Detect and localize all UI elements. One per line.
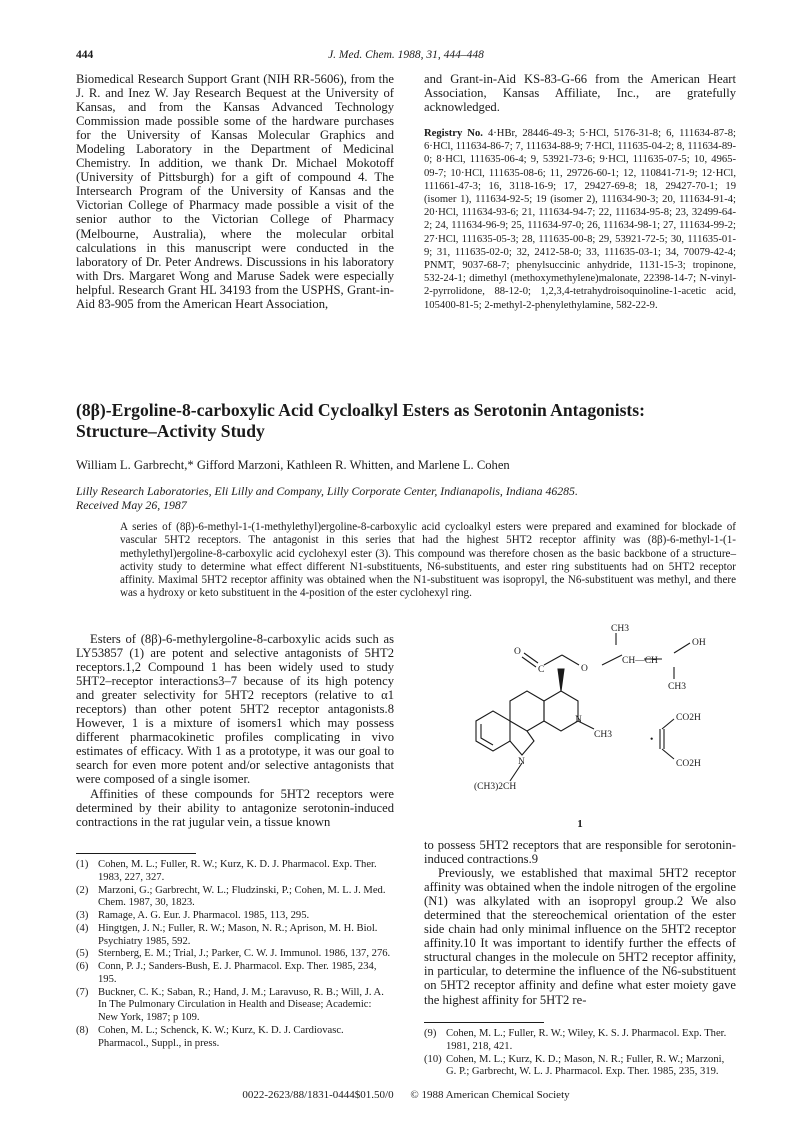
body-right (424, 838, 736, 1007)
label-oh: OH (692, 638, 706, 648)
label-ch3-top: CH3 (611, 624, 629, 634)
label-ester-o: O (581, 664, 588, 674)
article-code: 0022-2623/88/1831-0444$01.50/0 (242, 1089, 394, 1101)
label-c: C (538, 665, 545, 675)
reference-item: (4) Hingtgen, J. N.; Fuller, R. W.; Mason, N. R.; Aprison, M. H. Biol. Psychiatry 1985, 592. (76, 922, 378, 947)
affiliation: Lilly Research Laboratories, Eli Lilly and Company, Lilly Corporate Center, Indianapolis, Indiana 46285. (76, 484, 578, 498)
reference-item: (9) Cohen, M. L.; Fuller, R. W.; Wiley, K. S. J. Pharmacol. Exp. Ther. 1981, 218, 421. (424, 1028, 727, 1052)
previous-work-paragraph: Previously, we established that maximal 5HT2 receptor affinity was obtained when the indole nitrogen of the ergoline (N1) was alkylated with an isopropyl group.2 We also determined that the stereochemical orientation of the ester side chain had only minimal influence on the 5HT2 receptor affinity.10 It was important to identify further the effects of structural changes in the molecule on 5HT2 receptor affinity, in particular, to determine the influence of the N6-substituent on 5HT2 receptor affinity and define what ester moiety gave the highest affinity for 5HT2 re- (424, 866, 736, 1007)
acknowledgments-left (76, 72, 394, 311)
label-ch3-side: CH3 (668, 682, 686, 692)
registry-text: 4·HBr, 28446-49-3; 5·HCl, 5176-31-8; 6, 111634-87-8; 6·HCl, 111634-86-7; 7, 111634-88-9; 7·HCl, 111635-04-2; 8, 111634-89-0; 8·HCl, 111635-06-4; 9, 53921-73-6; 9·HCl, 111635-07-5; 10, 4965-09-7; 10·HCl, 111635-08-6; 11, 29726-60-1; 12, 110841-71-9; 12·HCl, 111661-47-3; 16, 3118-16-9; 17, 29427-69-8; 18, 29427-70-1; 19 (isomer 1), 111634-92-5; 19 (isomer 2), 111634-90-3; 20, 111634-91-4; 20·HCl, 111634-93-6; 21, 111634-94-7; 22, 111634-95-8; 23, 32499-64-2; 24, 111634-96-9; 25, 111634-97-0; 26, 111634-98-1; 27, 111634-99-2; 27·HCl, 111635-05-3; 28, 111635-00-8; 29, 53921-72-5; 30, 111635-01-9; 31, 111635-02-0; 32, 2412-58-0; 33, 111635-03-1; 34, 70079-42-4; PNMT, 9037-68-7; phenylsuccinic anhydride, 1131-15-3; tropinone, 532-24-1; dimethyl (methoxymethylene)malonate, 22398-14-7; N-vinyl-2-pyrrolidone, 88-12-0; 1,2,3,4-tetrahydroisoquinoline-1-acetic acid, 105400-81-5; 2-methyl-2-phenylethylamine, 582-22-9. (424, 128, 736, 311)
reference-item: (8) Cohen, M. L.; Schenck, K. W.; Kurz, K. D. J. Cardiovasc. Pharmacol., Suppl., in press. (76, 1024, 344, 1049)
reference-item: (10) Cohen, M. L.; Kurz, K. D.; Mason, N. R.; Fuller, R. W.; Marzoni, G. P.; Garbrecht, W. L. J. Pharmacol. Exp. Ther. 1985, 235, 319. (424, 1053, 725, 1078)
article-title (76, 400, 736, 442)
reference-item: (6) Conn, P. J.; Sanders-Bush, E. J. Pharmacol. Exp. Ther. 1985, 234, 195. (76, 961, 377, 985)
compound-1-structure (474, 623, 744, 828)
label-co2h-a: CO2H (676, 713, 701, 723)
affiliation-block (76, 484, 736, 512)
running-header (76, 49, 736, 65)
title-line-1: (8β)-Ergoline-8-carboxylic Acid Cycloalkyl Esters as Serotonin Antagonists: (76, 400, 645, 420)
references-right (424, 1028, 736, 1079)
footnote-rule-left (76, 853, 196, 854)
references-left (76, 859, 394, 1050)
acknowledgments-continued: and Grant-in-Aid KS-83-G-66 from the American Heart Association, Kansas Affiliate, Inc., are gratefully acknowledged. (424, 72, 736, 115)
intro-paragraph: Esters of (8β)-6-methylergoline-8-carboxylic acids such as LY53857 (1) are potent and selective antagonists of 5HT2 receptors.1,2 Compound 1 has been widely used to study 5HT2–receptor interactions3–7 because of its high potency and greater selectivity for 5HT2 receptors (relative to α1 receptors) than other potent 5HT2 receptor antagonists.8 However, 1 is a mixture of isomers1 which may possess different pharmacokinetic profiles complicating in vivo estimates of efficacy. With 1 as a prototype, it was our goal to search for even more potent and/or selective antagonists that were composed of a single isomer. (76, 632, 394, 787)
label-dot: • (650, 735, 654, 745)
reference-item: (1) Cohen, M. L.; Fuller, R. W.; Kurz, K. D. J. Pharmacol. Exp. Ther. 1983, 227, 327. (76, 859, 377, 883)
authors: William L. Garbrecht,* Gifford Marzoni, Kathleen R. Whitten, and Marlene L. Cohen (76, 458, 510, 472)
reference-item: (3) Ramage, A. G. Eur. J. Pharmacol. 1985, 113, 295. (76, 910, 310, 921)
affinity-paragraph: Affinities of these compounds for 5HT2 receptors were determined by their ability to antagonize serotonin-induced contractions in the rat jugular vein, a tissue known (76, 786, 394, 829)
label-co2h-b: CO2H (676, 759, 701, 769)
registry-label: Registry No. (424, 128, 483, 139)
label-carbonyl-o: O (514, 647, 521, 657)
registry-numbers (424, 127, 736, 312)
footnote-rule-right (424, 1022, 544, 1023)
acknowledgments-text: Biomedical Research Support Grant (NIH RR-5606), from the J. R. and Inez W. Jay Research Bequest at the University of Kansas, and from the Kansas Advanced Technology Commission made possible some of the hardware purchases for the University of Kansas Molecular Graphics and Modeling Laboratory in the Department of Medicinal Chemistry. In addition, we thank Dr. Michael Mokotoff (University of Pittsburgh) for a gift of compound 4. The Intersearch Program of the University of Kansas and the Victorian College of Pharmacy made possible a visit of the senior author to the Victorian College of Pharmacy (Melbourne, Australia), where the molecular orbital calculations in this manuscript were conducted in the laboratory of Dr. Peter Andrews. Discussions in his laboratory with Drs. Margaret Wong and Maruse Sadek were especially helpful. Research Grant HL 34193 from the USPHS, Grant-in-Aid 83-905 from the American Heart Association, (76, 72, 394, 311)
page-footer (76, 1089, 736, 1101)
reference-item: (5) Sternberg, E. M.; Trial, J.; Parker, C. W. J. Immunol. 1986, 137, 276. (76, 948, 391, 960)
page-number: 444 (76, 49, 94, 61)
label-n1: N (518, 757, 525, 767)
acknowledgments-right (424, 72, 736, 114)
copyright: © 1988 American Chemical Society (410, 1089, 570, 1101)
body-left (76, 632, 394, 829)
reference-item: (7) Buckner, C. K.; Saban, R.; Hand, J. M.; Laravuso, R. B.; Will, J. A. In The Pulmonary Circulation in Health and Disease; Academic: New York, 1987; p 109. (76, 986, 384, 1023)
body-right-continued: to possess 5HT2 receptors that are responsible for serotonin-induced contractions.9 (424, 838, 736, 867)
compound-label: 1 (577, 818, 583, 830)
received-date: Received May 26, 1987 (76, 498, 187, 512)
journal-citation: J. Med. Chem. 1988, 31, 444–448 (328, 49, 484, 61)
title-line-2: Structure–Activity Study (76, 421, 265, 441)
label-ch3-n: CH3 (594, 730, 612, 740)
label-ch-ch: CH—CH (622, 656, 658, 666)
label-n6: N (575, 715, 582, 725)
abstract: A series of (8β)-6-methyl-1-(1-methylethyl)ergoline-8-carboxylic acid cycloalkyl esters were prepared and examined for blockade of vascular 5HT2 receptors. The antagonist in this series that had the highest 5HT2 receptor affinity was (8β)-6-methyl-1-(1-methylethyl)ergoline-8-carboxylic acid cyclohexyl ester (3). This compound was therefore chosen as the basic backbone of a structure–activity study to determine what effect different N1-substituents, N6-substituents, and ester ring substituents had on 5HT2 receptor affinity. Maximal 5HT2 receptor affinity was obtained when the N1-substituent was isopropyl, the N6-substituent was methyl, and there was a hydroxy or keto substituent in the 4-position of the ester cyclohexyl ring. (120, 521, 736, 600)
reference-item: (2) Marzoni, G.; Garbrecht, W. L.; Fludzinski, P.; Cohen, M. L. J. Med. Chem. 1987, 30, 1823. (76, 884, 386, 909)
label-isopropyl: (CH3)2CH (474, 782, 517, 792)
